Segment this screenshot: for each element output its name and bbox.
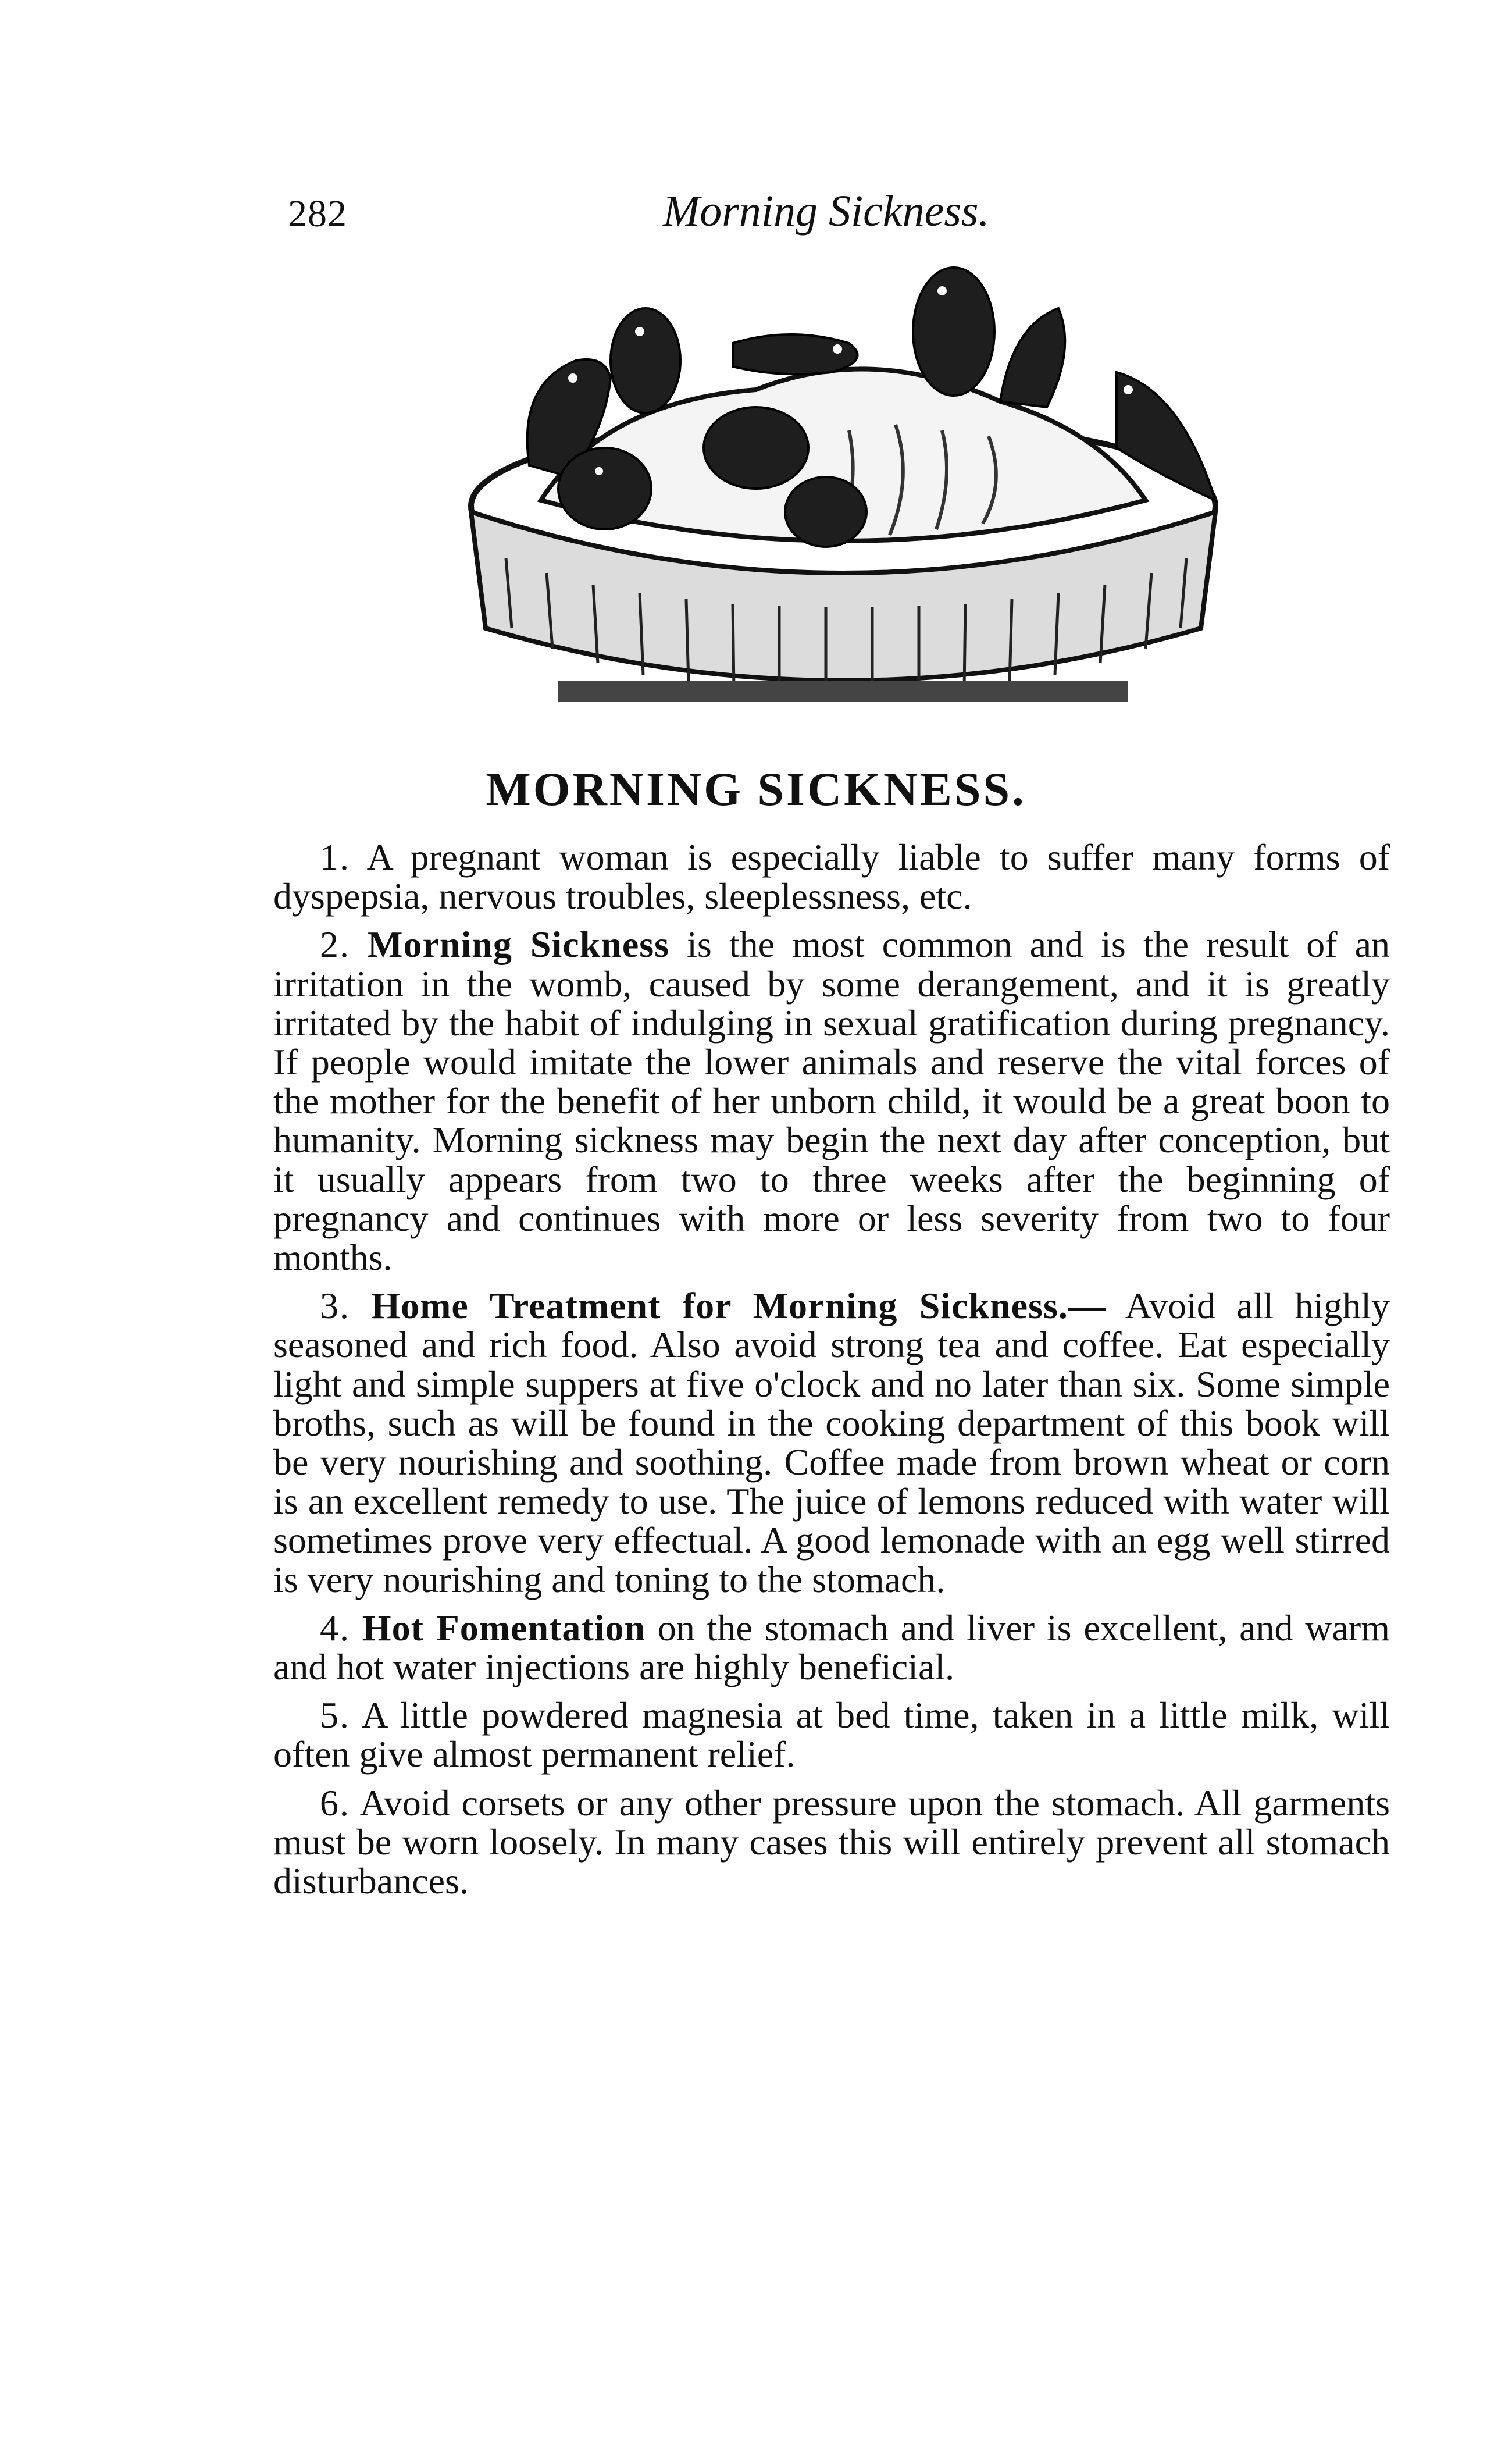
paragraph-number: 5. — [320, 1694, 350, 1736]
paragraph-lead: Hot Fomentation — [362, 1607, 646, 1648]
bird-left-2 — [611, 308, 680, 413]
paragraph-number: 6. — [320, 1782, 350, 1824]
paragraph-lead: Home Treatment for Morning Sickness.— — [371, 1285, 1106, 1327]
paragraph-text: Avoid corsets or any other pressure upon the stomach. All garments must be worn loosely. In many cases this will entirely prevent all stomach disturbances. — [273, 1782, 1390, 1902]
bird-front-left — [558, 448, 651, 529]
section-heading: MORNING SICKNESS. — [486, 763, 1026, 816]
bird-top-center — [733, 334, 858, 374]
paragraph-number: 4. — [320, 1607, 350, 1648]
body-text — [273, 838, 1390, 1910]
bird-cardinal — [1000, 308, 1065, 407]
bird-front-center — [785, 477, 866, 547]
paragraph-text: on the stomach and liver is excellent, and warm and hot water injections are highly beneficial. — [273, 1607, 1390, 1688]
paragraph-4 — [273, 1608, 1390, 1686]
paragraph-6 — [273, 1783, 1390, 1901]
paragraph-number: 1. — [320, 836, 350, 878]
dish-base-shadow — [558, 681, 1128, 702]
paragraph-text: A pregnant woman is especially liable to suffer many forms of dyspepsia, nervous troubles, sleeplessness, etc. — [273, 836, 1390, 917]
paragraph-text: A little powdered magnesia at bed time, taken in a little milk, will often give almost permanent relief. — [273, 1694, 1390, 1775]
running-title: Morning Sickness. — [663, 187, 990, 236]
paragraph-lead: Morning Sickness — [368, 924, 670, 966]
paragraph-2 — [273, 925, 1390, 1277]
paragraph-number: 2. — [320, 924, 350, 966]
paragraph-3 — [273, 1286, 1390, 1599]
paragraph-5 — [273, 1696, 1390, 1774]
paragraph-text: is the most common and is the result of an irritation in the womb, caused by some derangement, and it is greatly irritated by the habit of indulging in sexual gratification during pregnancy. If people would imitate the lower animals and reserve the vital forces of the mother for the benefit of her unborn child, it would be a great boon to humanity. Morning sickness may begin the next day after conception, but it usually appears from two to three weeks after the beginning of pregnancy and continues with more or less severity from two to four months. — [273, 924, 1390, 1279]
page-number: 282 — [288, 193, 347, 235]
paragraph-text: Avoid all highly seasoned and rich food. Also avoid strong tea and coffee. Eat especially light and simple suppers at five o'clock and no later than six. Some simple broths, such as will be found in the cooking department of this book will be very nourishing and soothing. Coffee made from brown wheat or corn is an excellent remedy to use. The juice of lemons reduced with water will sometimes prove very effectual. A good lemonade with an egg well stirred is very nourishing and toning to the stomach. — [273, 1285, 1390, 1600]
running-head — [0, 175, 1512, 238]
paragraph-1 — [273, 838, 1390, 916]
paragraph-number: 3. — [320, 1285, 350, 1327]
birds-on-pie-engraving-icon — [430, 256, 1256, 733]
bird-top-right — [913, 268, 994, 396]
bird-center-wings — [704, 407, 808, 489]
